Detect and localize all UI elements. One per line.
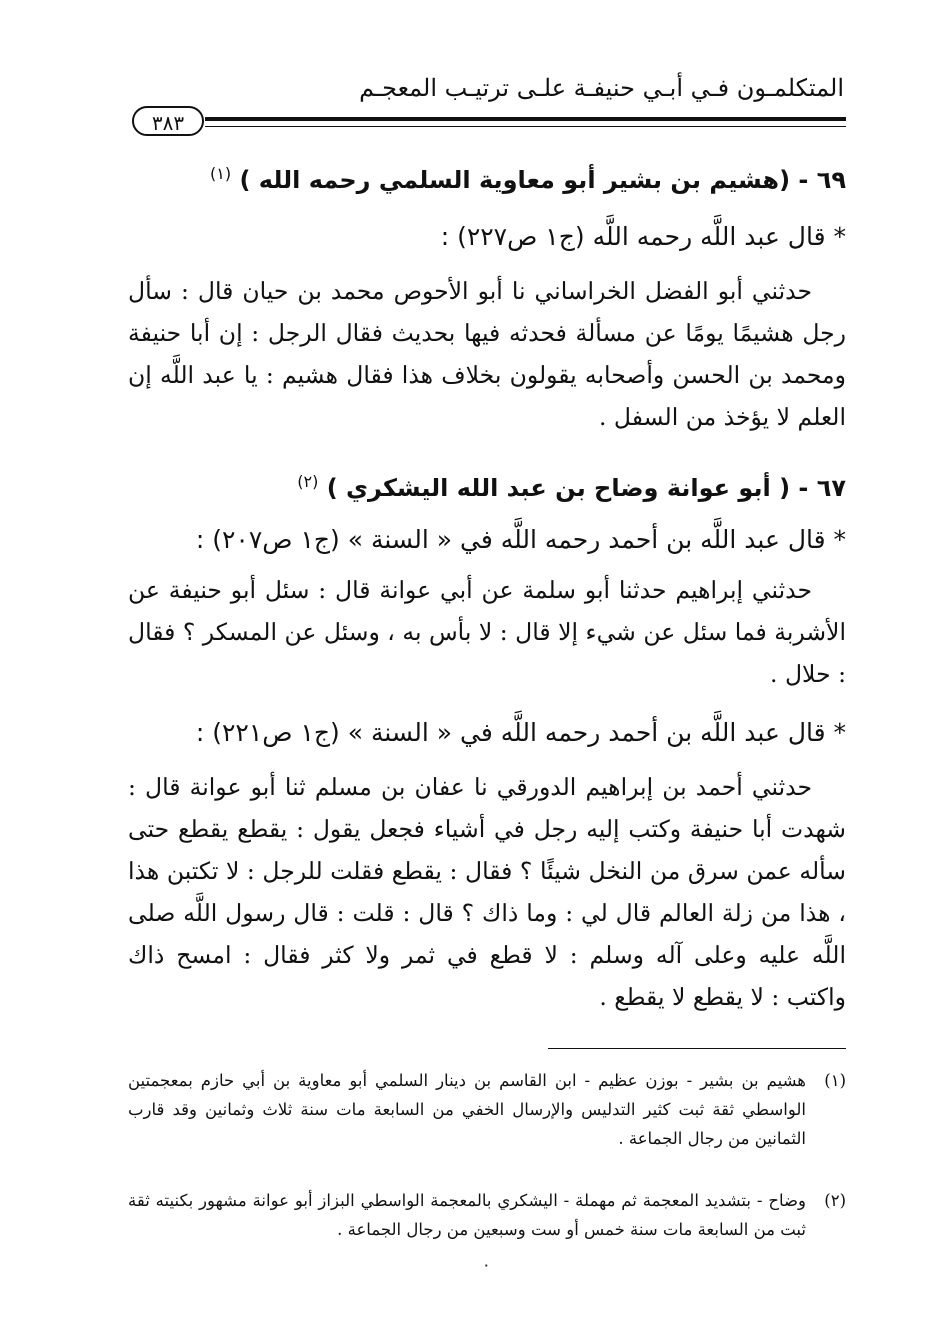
entry-heading — [128, 164, 846, 194]
header-rule-thin — [205, 126, 846, 127]
footnote-number: (٢) — [824, 1191, 846, 1210]
footnote — [128, 1186, 846, 1244]
footnote-separator — [548, 1048, 846, 1049]
page-mark: ٠ — [482, 1255, 491, 1274]
citation-source: * قال عبد اللَّه رحمه اللَّه (ج١ ص٢٢٧) : — [440, 222, 846, 251]
footnote-ref: (٢) — [297, 472, 319, 491]
footnote-number: (١) — [824, 1071, 846, 1090]
running-title: المتكلمـون فـي أبـي حنيفـة علـى ترتيـب المعجـم — [359, 74, 844, 102]
entry-heading — [128, 472, 846, 502]
page-number: ٣٨٣ — [132, 106, 204, 136]
footnote-text: وضاح - بتشديد المعجمة ثم مهملة - اليشكري بالمعجمة الواسطي البزاز أبو عوانة مشهور بكنيته ثقة ثبت من السابعة مات سنة خمس أو ست وسبعين من رجال الجماعة . — [128, 1191, 806, 1239]
footnote-text: هشيم بن بشير - بوزن عظيم - ابن القاسم بن دينار السلمي أبو معاوية بن أبي حازم بمعجمتين الواسطي ثقة ثبت كثير التدليس والإرسال الخفي من السابعة مات سنة ثلاث وثمانين وقد قارب الثمانين من رجال الجماعة . — [128, 1071, 806, 1148]
citation-source: * قال عبد اللَّه بن أحمد رحمه اللَّه في « السنة » (ج١ ص٢٠٧) : — [195, 525, 846, 554]
entry-heading-text: ٦٧ - ( أبو عوانة وضاح بن عبد الله اليشكري ) — [326, 474, 846, 502]
footnote — [128, 1066, 846, 1153]
narration-text: حدثني أبو الفضل الخراساني نا أبو الأحوص محمد بن حيان قال : سأل رجل هشيمًا يومًا عن مسألة فحدثه فيها بحديث فقال الرجل : إن أبا حنيفة ومحمد بن الحسن وأصحابه يقولون بخلاف هذا فقال هشيم : يا عبد اللَّه إن العلم لا يؤخذ من السفل . — [128, 277, 846, 431]
narration-text: حدثني أحمد بن إبراهيم الدورقي نا عفان بن مسلم ثنا أبو عوانة قال : شهدت أبا حنيفة وكتب إليه رجل في أشياء فجعل يقول : يقطع يقطع حتى سأله عمن سرق من النخل شيئًا ؟ فقال : يقطع فقلت للرجل : لا تكتبن هذا ، هذا من زلة العالم قال لي : وما ذاك ؟ قال : قلت : قال رسول اللَّه صلى اللَّه عليه وعلى آله وسلم : لا قطع في ثمر ولا كثر فقال : امسح ذاك واكتب : لا يقطع لا يقطع . — [128, 773, 846, 1011]
footnote-ref: (١) — [209, 164, 232, 183]
entry-heading-text: ٦٩ - (هشيم بن بشير أبو معاوية السلمي رحمه الله ) — [239, 166, 846, 194]
citation-source: * قال عبد اللَّه بن أحمد رحمه اللَّه في « السنة » (ج١ ص٢٢١) : — [195, 718, 846, 747]
narration-text: حدثني إبراهيم حدثنا أبو سلمة عن أبي عوانة قال : سئل أبو حنيفة عن الأشربة فما سئل عن شيء إلا قال : لا بأس به ، وسئل عن المسكر ؟ فقال : حلال . — [128, 576, 846, 688]
header-rule-thick — [205, 117, 846, 121]
